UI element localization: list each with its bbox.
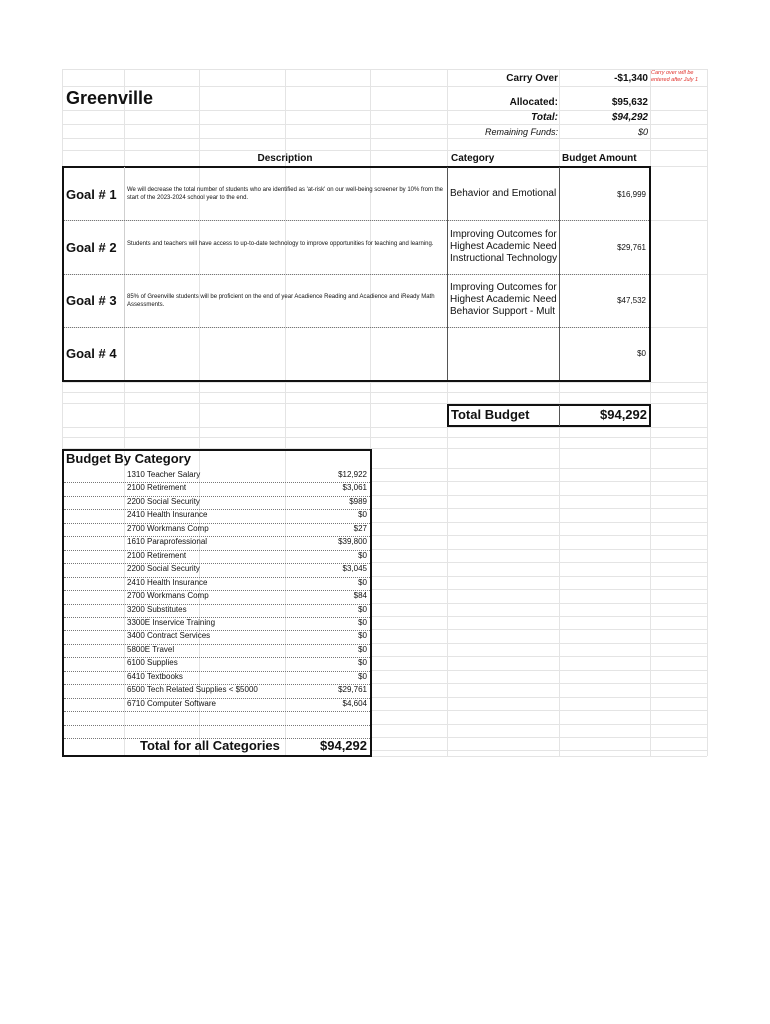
category-row-name: 1310 Teacher Salary (127, 470, 201, 479)
grid-row-line (372, 495, 707, 496)
goal-amount: $47,532 (617, 296, 646, 305)
category-row-separator (64, 711, 370, 712)
grid-row-line (372, 535, 707, 536)
category-row-name: 2410 Health Insurance (127, 510, 208, 520)
category-row-amount: $39,800 (338, 537, 367, 547)
grid-col-line (707, 69, 708, 756)
grid-row-line (372, 724, 707, 725)
carry-over-note: Carry over will be entered after July 1 (651, 70, 699, 83)
remaining-funds-value: $0 (637, 127, 648, 137)
category-row-name: 2200 Social Security (127, 564, 200, 574)
category-row-amount: $0 (358, 658, 367, 668)
category-row-name: 6710 Computer Software (127, 698, 216, 708)
col-header-budget-amount: Budget Amount (562, 153, 637, 164)
category-total-label: Total for all Categories (140, 738, 280, 753)
category-row-amount: $29,761 (338, 685, 367, 695)
grid-row-line (62, 124, 707, 125)
goal-category-line: Improving Outcomes for (450, 282, 557, 293)
grid-row-line (372, 643, 707, 644)
goal-category-line: Highest Academic Need (450, 241, 557, 252)
grid-row-line (372, 549, 707, 550)
grid-row-line (372, 562, 707, 563)
goal-amount: $29,761 (617, 243, 646, 252)
goal-category-line: Highest Academic Need (450, 294, 557, 305)
category-row-name: 2100 Retirement (127, 550, 187, 560)
grid-row-line (372, 629, 707, 630)
col-header-description: Description (257, 153, 313, 164)
grid-row-line (372, 710, 707, 711)
allocated-label: Allocated: (509, 97, 558, 108)
grid-row-line (62, 150, 707, 151)
category-row-amount: $27 (353, 523, 367, 533)
category-row-separator (64, 725, 370, 726)
category-row-name: 6100 Supplies (127, 658, 178, 668)
category-row-name: 3200 Substitutes (127, 604, 187, 614)
grid-row-line (372, 468, 707, 469)
category-row-name: 2100 Retirement (127, 483, 187, 493)
category-row-name: 2700 Workmans Comp (127, 591, 209, 601)
carry-over-value: -$1,340 (614, 73, 648, 84)
category-row-amount: $84 (353, 591, 367, 601)
goal-amount: $16,999 (617, 190, 646, 199)
category-row-amount: $12,922 (338, 470, 367, 479)
goal-row-separator (64, 220, 649, 221)
category-row-amount: $0 (358, 577, 367, 587)
category-row-amount: $0 (358, 550, 367, 560)
total-label: Total: (531, 112, 558, 123)
goal-category-line: Instructional Technology (450, 253, 558, 264)
goal-label: Goal # 3 (66, 293, 117, 308)
grid-row-line (372, 508, 707, 509)
category-row-amount: $989 (349, 496, 367, 506)
grid-row-line (372, 656, 707, 657)
grid-row-line (372, 737, 707, 738)
grid-row-line (372, 576, 707, 577)
total-budget-divider (559, 405, 560, 426)
category-row-amount: $3,045 (342, 564, 367, 574)
category-row-amount: $0 (358, 604, 367, 614)
goal-label: Goal # 4 (66, 346, 117, 361)
goal-category-line: Improving Outcomes for (450, 229, 557, 240)
grid-row-line (372, 697, 707, 698)
category-total-value: $94,292 (320, 738, 367, 753)
grid-row-line (372, 616, 707, 617)
grid-row-line (372, 750, 707, 751)
category-row-amount: $0 (358, 671, 367, 681)
goal-category-line: Behavior and Emotional (450, 188, 557, 199)
goal-category (450, 229, 558, 265)
category-row-amount: $3,061 (342, 483, 367, 493)
category-row-amount: $0 (358, 617, 367, 627)
carry-over-label: Carry Over (506, 73, 558, 84)
grid-row-line (372, 522, 707, 523)
category-row-name: 3300E Inservice Training (127, 617, 216, 627)
category-row-name: 6410 Textbooks (127, 671, 183, 681)
category-row-amount: $0 (358, 631, 367, 641)
grid-row-line (372, 481, 707, 482)
grid-row-line (372, 670, 707, 671)
category-row-name: 5800E Travel (127, 644, 175, 654)
grid-row-line (62, 138, 707, 139)
category-row-name: 2200 Social Security (127, 496, 200, 506)
grid-row-line (62, 437, 707, 438)
grid-row-line (372, 683, 707, 684)
goal-amount: $0 (637, 349, 646, 358)
grid-row-line (62, 427, 707, 428)
grid-row-line (62, 382, 707, 383)
budget-by-category-title: Budget By Category (66, 451, 191, 466)
total-budget-value: $94,292 (600, 407, 647, 422)
category-row-name: 2410 Health Insurance (127, 577, 208, 587)
goal-row-separator (64, 327, 649, 328)
col-header-category: Category (451, 153, 495, 164)
total-value: $94,292 (611, 112, 648, 123)
grid-row-line (372, 603, 707, 604)
total-budget-label: Total Budget (451, 407, 530, 422)
goal-label: Goal # 1 (66, 187, 117, 202)
grid-row-line (62, 69, 707, 70)
grid-row-line (372, 589, 707, 590)
goal-category (450, 282, 558, 318)
goal-label: Goal # 2 (66, 240, 117, 255)
category-row-name: 1610 Paraprofessional (127, 537, 208, 547)
goal-description: 85% of Greenville students will be proficient on the end of year Acadience Reading and Acadience and iReady Math Assessments. (127, 294, 435, 308)
goal-category (450, 188, 558, 200)
goal-category-line: Behavior Support - Mult (450, 306, 556, 317)
category-row-name: 3400 Contract Services (127, 631, 211, 641)
goal-row-separator (64, 274, 649, 275)
category-row-name: 2700 Workmans Comp (127, 523, 209, 533)
category-row-amount: $0 (358, 644, 367, 654)
goal-description: Students and teachers will have access to up-to-date technology to improve opportunities for teaching and learning. (127, 241, 434, 247)
page-title: Greenville (66, 88, 154, 108)
category-row-amount: $0 (358, 510, 367, 520)
category-row-name: 6500 Tech Related Supplies < $5000 (127, 685, 258, 695)
goal-description: We will decrease the total number of students who are identified as 'at-risk' on our well-being screener by 10% from the start of the 2023-2024 school year to the end. (127, 187, 444, 201)
grid-row-line (62, 392, 707, 393)
category-row-amount: $4,604 (342, 698, 367, 708)
allocated-value: $95,632 (611, 97, 648, 108)
remaining-funds-label: Remaining Funds: (484, 127, 558, 137)
grid-row-line (62, 110, 707, 111)
grid-row-line (62, 86, 707, 87)
